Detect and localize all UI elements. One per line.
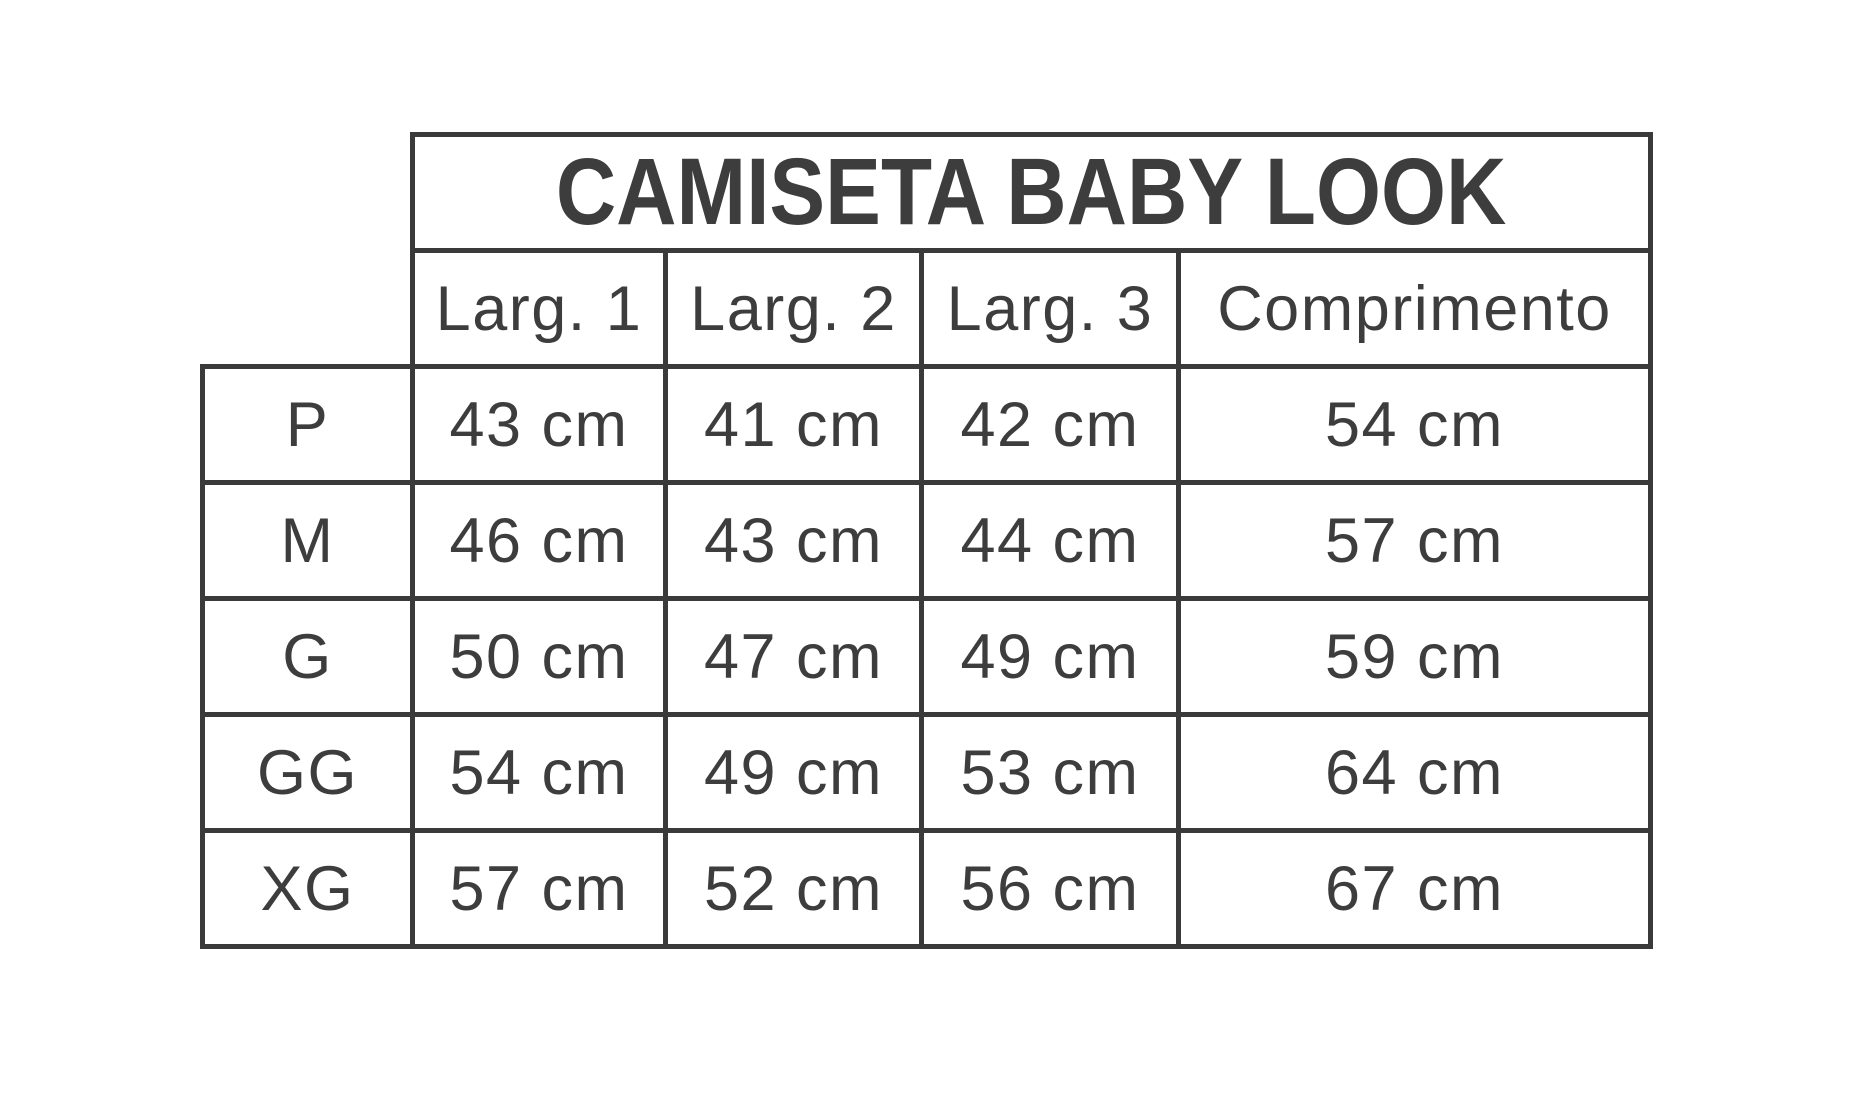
cell-gg-larg-1: 54 cm bbox=[413, 715, 666, 831]
cell-m-larg-3: 44 cm bbox=[922, 483, 1179, 599]
cell-m-larg-2: 43 cm bbox=[666, 483, 922, 599]
cell-g-comprimento: 59 cm bbox=[1179, 599, 1651, 715]
table-row-p bbox=[203, 367, 1651, 483]
cell-g-larg-2: 47 cm bbox=[666, 599, 922, 715]
row-label-gg: GG bbox=[203, 715, 413, 831]
size-chart-table bbox=[200, 132, 1653, 949]
col-header-larg-2: Larg. 2 bbox=[666, 251, 922, 367]
cell-g-larg-3: 49 cm bbox=[922, 599, 1179, 715]
cell-xg-larg-2: 52 cm bbox=[666, 831, 922, 947]
cell-p-larg-1: 43 cm bbox=[413, 367, 666, 483]
cell-p-larg-2: 41 cm bbox=[666, 367, 922, 483]
cell-xg-larg-3: 56 cm bbox=[922, 831, 1179, 947]
header-row bbox=[203, 251, 1651, 367]
table-row-xg bbox=[203, 831, 1651, 947]
table-row-m bbox=[203, 483, 1651, 599]
table-row-gg bbox=[203, 715, 1651, 831]
cell-m-comprimento: 57 cm bbox=[1179, 483, 1651, 599]
cell-gg-larg-3: 53 cm bbox=[922, 715, 1179, 831]
cell-p-larg-3: 42 cm bbox=[922, 367, 1179, 483]
row-label-g: G bbox=[203, 599, 413, 715]
cell-xg-larg-1: 57 cm bbox=[413, 831, 666, 947]
cell-g-larg-1: 50 cm bbox=[413, 599, 666, 715]
row-label-xg: XG bbox=[203, 831, 413, 947]
row-label-m: M bbox=[203, 483, 413, 599]
table-row-g bbox=[203, 599, 1651, 715]
row-label-p: P bbox=[203, 367, 413, 483]
col-header-comprimento: Comprimento bbox=[1179, 251, 1651, 367]
empty-corner bbox=[203, 135, 413, 367]
col-header-larg-3: Larg. 3 bbox=[922, 251, 1179, 367]
title-row bbox=[203, 135, 1651, 251]
cell-gg-comprimento: 64 cm bbox=[1179, 715, 1651, 831]
cell-xg-comprimento: 67 cm bbox=[1179, 831, 1651, 947]
cell-gg-larg-2: 49 cm bbox=[666, 715, 922, 831]
table-title bbox=[413, 135, 1651, 251]
cell-p-comprimento: 54 cm bbox=[1179, 367, 1651, 483]
cell-m-larg-1: 46 cm bbox=[413, 483, 666, 599]
col-header-larg-1: Larg. 1 bbox=[413, 251, 666, 367]
table-title-text: CAMISETA BABY LOOK bbox=[556, 139, 1507, 245]
